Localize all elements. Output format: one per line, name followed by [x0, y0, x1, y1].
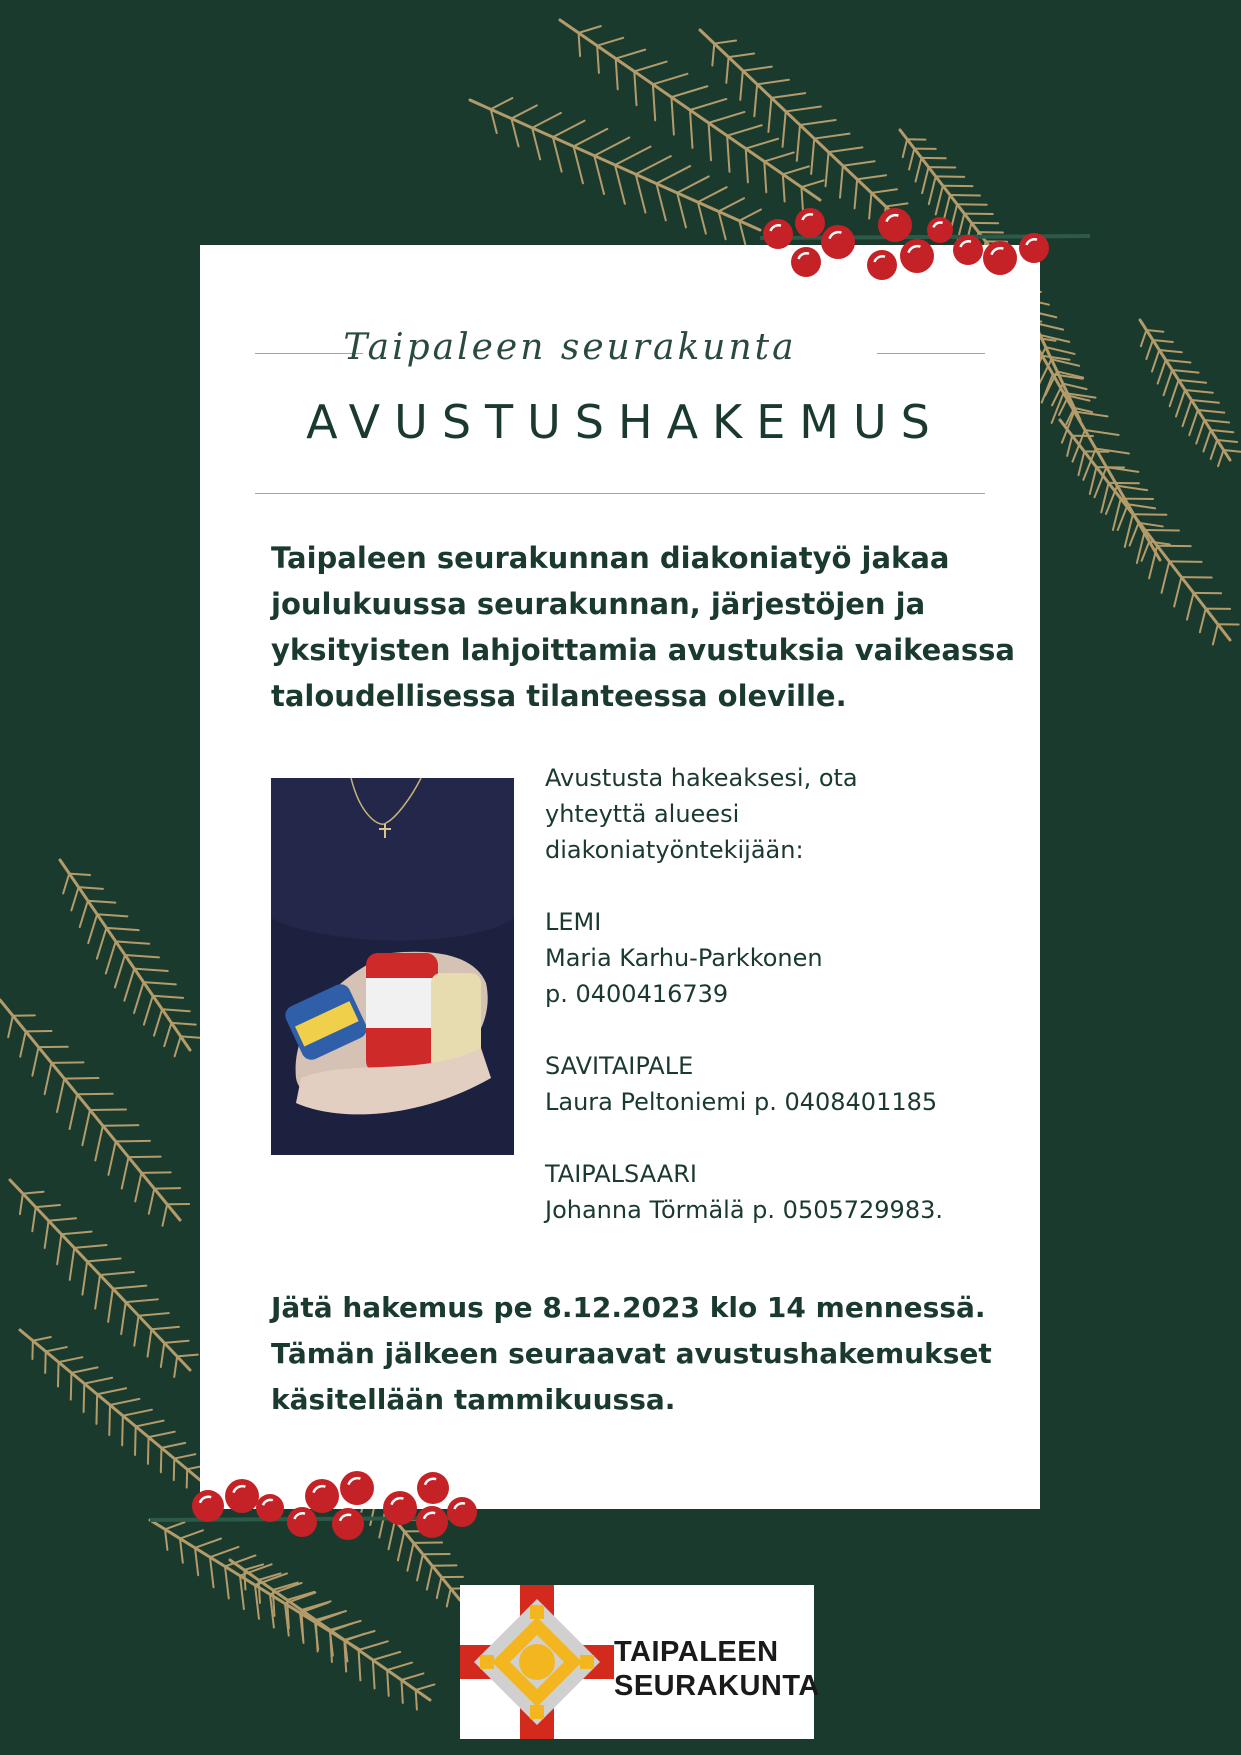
area-taipalsaari: TAIPALSAARI: [545, 1160, 697, 1188]
deadline-line: Tämän jälkeen seuraavat avustushakemukset: [271, 1337, 992, 1370]
parish-logo: [460, 1585, 820, 1739]
deadline-line: käsitellään tammikuussa.: [271, 1383, 676, 1416]
contact-taipalsaari: Johanna Törmälä p. 0505729983.: [545, 1196, 943, 1224]
area-lemi: LEMI: [545, 908, 602, 936]
cross-ornament-icon: [460, 1585, 614, 1739]
contact-name-lemi: Maria Karhu-Parkkonen: [545, 944, 823, 972]
intro-line: taloudellisessa tilanteessa oleville.: [271, 679, 847, 713]
logo-text-line2: SEURAKUNTA: [614, 1670, 820, 1702]
intro-line: joulukuussa seurakunnan, järjestöjen ja: [271, 587, 926, 621]
intro-line: Taipaleen seurakunnan diakoniatyö jakaa: [271, 541, 950, 575]
title-underline: [255, 493, 985, 494]
contact-lead-line: Avustusta hakeaksesi, ota: [545, 764, 858, 792]
parish-subtitle: Taipaleen seurakunta: [343, 327, 797, 368]
flyer-card: [200, 245, 1040, 1509]
contact-info: [545, 760, 1015, 1228]
intro-line: yksityisten lahjoittamia avustuksia vaikeassa: [271, 633, 1016, 667]
contact-lead-line: diakoniatyöntekijään:: [545, 836, 804, 864]
logo-text-line1: TAIPALEEN: [614, 1636, 779, 1668]
contact-phone-lemi: p. 0400416739: [545, 980, 729, 1008]
contact-lead-line: yhteyttä alueesi: [545, 800, 740, 828]
hands-holding-cans-photo: [271, 778, 514, 1155]
deadline-paragraph: [271, 1285, 1031, 1423]
contact-savitaipale: Laura Peltoniemi p. 0408401185: [545, 1088, 938, 1116]
deadline-line: Jätä hakemus pe 8.12.2023 klo 14 mennessä.: [271, 1291, 986, 1324]
area-savitaipale: SAVITAIPALE: [545, 1052, 694, 1080]
page-title: AVUSTUSHAKEMUS: [306, 395, 944, 449]
intro-paragraph: [271, 535, 1021, 719]
